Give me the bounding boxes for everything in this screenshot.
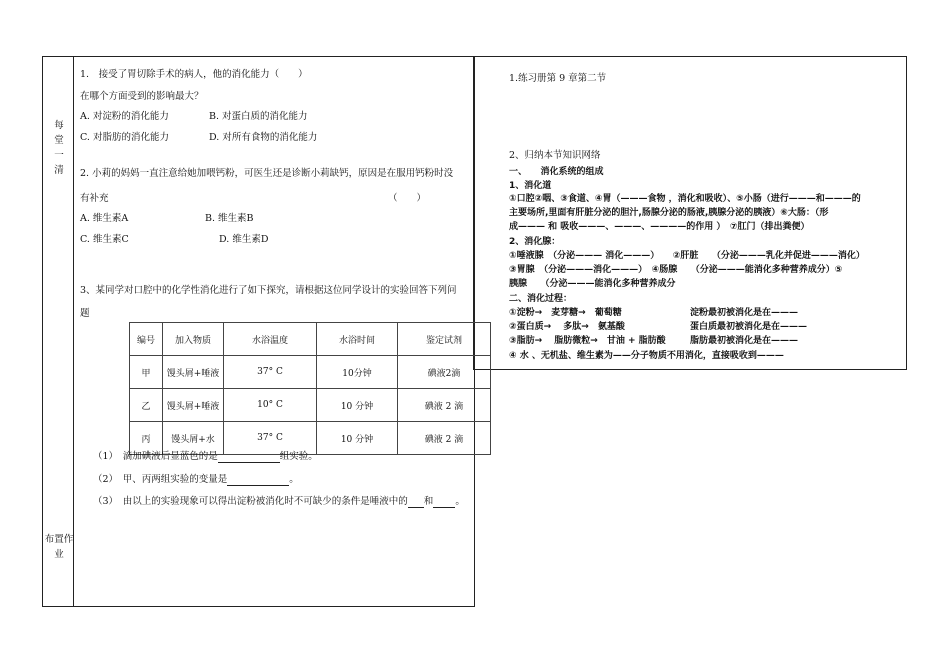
table-cell: 馒头屑+水	[163, 422, 224, 455]
table-cell: 37° C	[224, 422, 317, 455]
q2-option-b: B. 维生素B	[205, 213, 254, 224]
experiment-table	[129, 322, 491, 455]
digest-line1-left: ①淀粉→ 麦芽糖→ 葡萄糖	[509, 308, 622, 318]
q2-option-c: C. 维生素C	[80, 234, 129, 245]
q3-sub3-mid: 和	[423, 496, 434, 507]
q3-sub1-blank[interactable]	[218, 452, 280, 463]
digest-line4: ④ 水 、无机盐、维生素为——分子物质不用消化，直接吸收到———	[509, 351, 784, 361]
gland-line2: ③胃腺 （分泌———消化———） ④肠腺 （分泌———能消化多种营养成分）⑤	[509, 265, 843, 275]
q2-answer-paren: （ ）	[388, 193, 427, 204]
q3-sub3-blank2[interactable]	[433, 497, 455, 508]
table-cell: 丙	[130, 422, 163, 455]
q3-sub2-suffix: 。	[289, 474, 299, 485]
q2-line1: 2. 小莉的妈妈一直注意给她加喂钙粉，可医生还是诊断小莉缺钙，原因是在服用钙粉时没	[80, 168, 454, 179]
table-cell: 10 分钟	[317, 422, 398, 455]
digest-line2-left: ②蛋白质→ 多肽→ 氨基酸	[509, 322, 625, 332]
table-cell: 碘液 2 滴	[398, 389, 491, 422]
digest-line1-right: 淀粉最初被消化是在———	[690, 308, 799, 318]
side-label-homework-text: 布置作业	[44, 534, 74, 560]
side-label-homework	[44, 532, 74, 562]
table-cell: 37° C	[224, 356, 317, 389]
q3-sub1	[93, 451, 318, 463]
table-cell: 乙	[130, 389, 163, 422]
q1-line1: 1. 接受了胃切除手术的病人，他的消化能力（ ）	[80, 69, 308, 80]
q3-sub1-suffix: 组实验。	[279, 451, 318, 462]
q2-option-d: D. 维生素D	[219, 234, 269, 245]
table-cell: 甲	[130, 356, 163, 389]
q3-sub3	[93, 496, 465, 508]
table-header-cell: 编号	[130, 323, 163, 356]
subheading-glands: 2、消化腺：	[509, 237, 561, 247]
q1-line2: 在哪个方面受到的影响最大？	[80, 91, 204, 102]
q3-line1: 3、某同学对口腔中的化学性消化进行了如下探究，请根据这位同学设计的实验回答下列问	[80, 285, 457, 296]
q3-line2: 题	[80, 308, 90, 319]
q3-sub3-suffix: 。	[455, 496, 465, 507]
tract-line2: 主要场所,里面有肝脏分泌的胆汁,肠腺分泌的肠液,胰腺分泌的胰液）⑥大肠：（形	[509, 208, 829, 218]
right-line1: 1.练习册第 9 章第二节	[509, 73, 607, 84]
table-row	[130, 356, 491, 389]
table-cell: 10° C	[224, 389, 317, 422]
table-cell: 10 分钟	[317, 389, 398, 422]
table-cell: 馒头屑+唾液	[163, 356, 224, 389]
q3-sub2-prefix: （2） 甲、丙两组实验的变量是	[93, 474, 228, 485]
table-header-cell: 鉴定试剂	[398, 323, 491, 356]
q1-option-c: C. 对脂肪的消化能力	[80, 132, 169, 143]
table-header-cell: 水浴时间	[317, 323, 398, 356]
q3-sub2-blank[interactable]	[227, 475, 289, 486]
digest-line2-right: 蛋白质最初被消化是在———	[690, 322, 808, 332]
gland-line1: ①唾液腺 （分泌——— 消化———） ②肝脏 （分泌———乳化并促进———消化）	[509, 251, 865, 261]
digest-line3-right: 脂肪最初被消化是在———	[690, 336, 799, 346]
digest-line3-left: ③脂肪→ 脂肪微粒→ 甘油 + 脂肪酸	[509, 336, 666, 346]
subheading-digestive-tract: 1、消化道	[509, 181, 552, 191]
section-heading-1: 一、 消化系统的组成	[509, 167, 604, 177]
gland-line3: 胰腺 （分泌———能消化多种营养成分	[509, 279, 676, 289]
table-row	[130, 389, 491, 422]
q3-sub3-prefix: （3） 由以上的实验现象可以得出淀粉被消化时不可缺少的条件是唾液中的	[93, 496, 408, 507]
table-header-row	[130, 323, 491, 356]
tract-line1: ①口腔②咽、③食道、④胃（———食物 ，消化和吸收）、⑤小肠（进行———和———的	[509, 194, 861, 204]
table-cell: 10分钟	[317, 356, 398, 389]
q3-sub1-prefix: （1） 滴加碘液后显蓝色的是	[93, 451, 218, 462]
table-cell: 馒头屑+唾液	[163, 389, 224, 422]
q2-option-a: A. 维生素A	[80, 213, 129, 224]
q1-option-d: D. 对所有食物的消化能力	[209, 132, 318, 143]
q1-option-a: A. 对淀粉的消化能力	[80, 111, 169, 122]
right-line2: 2、归纳本节知识网络	[509, 150, 601, 161]
table-row	[130, 422, 491, 455]
q2-line2: 有补充	[80, 193, 109, 204]
table-cell: 碘液2滴	[398, 356, 491, 389]
table-header-cell: 水浴温度	[224, 323, 317, 356]
q1-option-b: B. 对蛋白质的消化能力	[209, 111, 308, 122]
table-header-cell: 加入物质	[163, 323, 224, 356]
tract-line3: 成——— 和 吸收———、———、————的作用 ） ⑦肛门（排出粪便）	[509, 222, 810, 232]
left-column-divider	[73, 56, 74, 606]
side-label-daily-check: 每堂一清	[54, 120, 64, 176]
table-cell: 碘液 2 滴	[398, 422, 491, 455]
q3-sub3-blank1[interactable]	[408, 497, 424, 508]
q3-sub2	[93, 474, 299, 486]
section-heading-2: 二、消化过程：	[509, 294, 573, 304]
